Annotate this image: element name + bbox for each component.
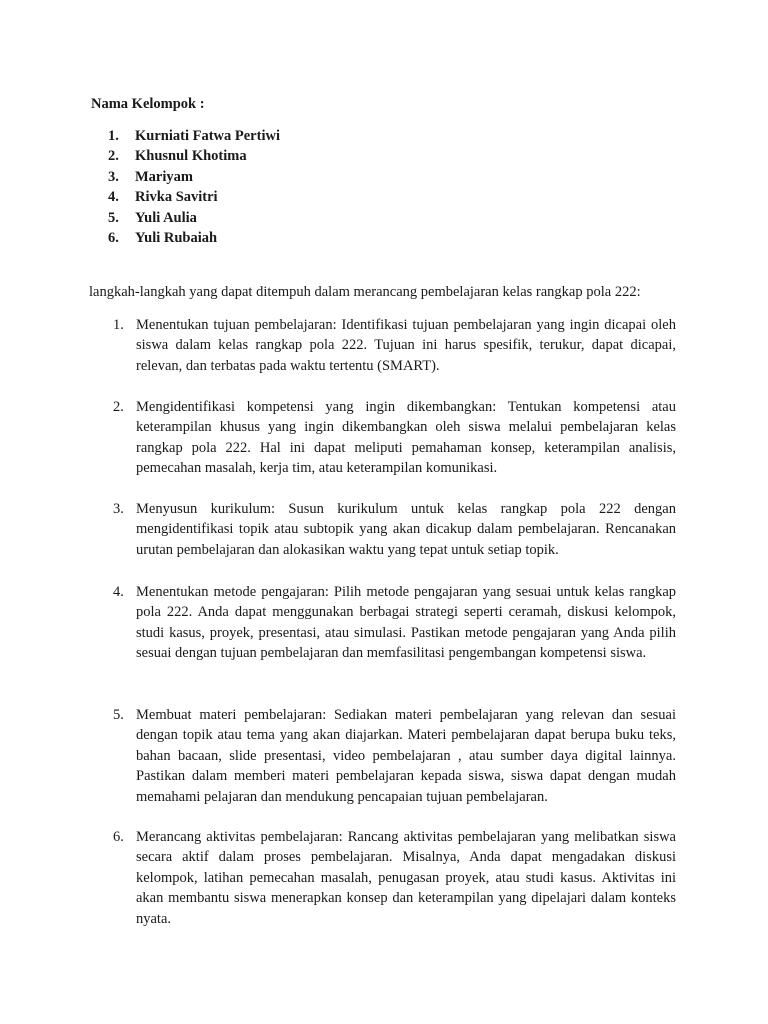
member-item bbox=[108, 228, 280, 248]
member-number: 4. bbox=[108, 189, 119, 206]
step-text: Merancang aktivitas pembelajaran: Rancang aktivitas pembelajaran yang melibatkan siswa secara aktif dalam proses pembelajaran. Misalnya, Anda dapat mengadakan diskusi kelompok, latihan pemecahan masalah, penugasan proyek, atau studi kasus. Aktivitas ini akan membantu siswa menerapkan konsep dan keterampilan yang dipelajari dalam konteks nyata. bbox=[136, 829, 676, 927]
step-text: Menyusun kurikulum: Susun kurikulum untuk kelas rangkap pola 222 dengan mengidentifikasi topik atau subtopik yang akan dicakup dalam pembelajaran. Rencanakan urutan pembelajaran dan alokasikan waktu yang tepat untuk setiap topik. bbox=[136, 501, 676, 558]
intro-paragraph: langkah-langkah yang dapat ditempuh dalam merancang pembelajaran kelas rangkap pola 222: bbox=[89, 284, 641, 300]
member-item bbox=[108, 208, 280, 228]
member-item bbox=[108, 146, 280, 166]
step-item bbox=[113, 705, 678, 807]
step-item bbox=[113, 827, 678, 929]
step-number: 5. bbox=[113, 707, 124, 723]
member-item bbox=[108, 126, 280, 146]
member-name: Kurniati Fatwa Pertiwi bbox=[135, 128, 280, 144]
member-item bbox=[108, 167, 280, 187]
group-title: Nama Kelompok : bbox=[91, 96, 205, 112]
member-item bbox=[108, 187, 280, 207]
step-number: 1. bbox=[113, 317, 124, 333]
step-text: Membuat materi pembelajaran: Sediakan materi pembelajaran yang relevan dan sesuai dengan topik atau tema yang akan diajarkan. Materi pembelajaran dapat berupa buku teks, bahan bacaan, slide presentasi, video pembelajaran , atau sumber daya digital lainnya. Pastikan dalam memberi materi pembelajaran kepada siswa, siswa dapat dengan mudah memahami pelajaran dan mendukung pencapaian tujuan pembelajaran. bbox=[136, 707, 676, 805]
member-name: Rivka Savitri bbox=[135, 189, 218, 206]
step-text: Menentukan tujuan pembelajaran: Identifikasi tujuan pembelajaran yang ingin dicapai oleh siswa dalam kelas rangkap pola 222. Tujuan ini harus spesifik, terukur, dapat dicapai, relevan, dan terbatas pada waktu tertentu (SMART). bbox=[136, 317, 676, 374]
member-name: Khusnul Khotima bbox=[135, 148, 247, 165]
step-item bbox=[113, 499, 678, 560]
member-number: 2. bbox=[108, 148, 119, 165]
member-name: Mariyam bbox=[135, 168, 193, 185]
step-text: Menentukan metode pengajaran: Pilih metode pengajaran yang sesuai untuk kelas rangkap pola 222. Anda dapat menggunakan berbagai strategi seperti ceramah, diskusi kelompok, studi kasus, proyek, presentasi, atau simulasi. Pastikan metode pengajaran yang Anda pilih sesuai dengan tujuan pembelajaran dan memfasilitasi pengembangan kompetensi siswa. bbox=[136, 584, 676, 662]
member-name: Yuli Rubaiah bbox=[135, 230, 218, 247]
step-item bbox=[113, 315, 678, 376]
step-number: 6. bbox=[113, 829, 124, 845]
member-name: Yuli Aulia bbox=[135, 209, 197, 226]
member-list bbox=[108, 126, 280, 248]
step-number: 4. bbox=[113, 584, 124, 600]
member-number: 5. bbox=[108, 209, 119, 226]
step-number: 2. bbox=[113, 399, 124, 415]
step-number: 3. bbox=[113, 501, 124, 517]
step-text: Mengidentifikasi kompetensi yang ingin dikembangkan: Tentukan kompetensi atau keterampilan khusus yang ingin dikembangkan oleh siswa melalui pembelajaran kelas rangkap pola 222. Hal ini dapat meliputi pemahaman konsep, keterampilan analisis, pemecahan masalah, kerja tim, atau keterampilan komunikasi. bbox=[136, 399, 676, 477]
step-item bbox=[113, 397, 678, 479]
member-number: 6. bbox=[108, 230, 119, 247]
step-item bbox=[113, 582, 678, 664]
member-number: 1. bbox=[108, 128, 119, 144]
member-number: 3. bbox=[108, 168, 119, 185]
